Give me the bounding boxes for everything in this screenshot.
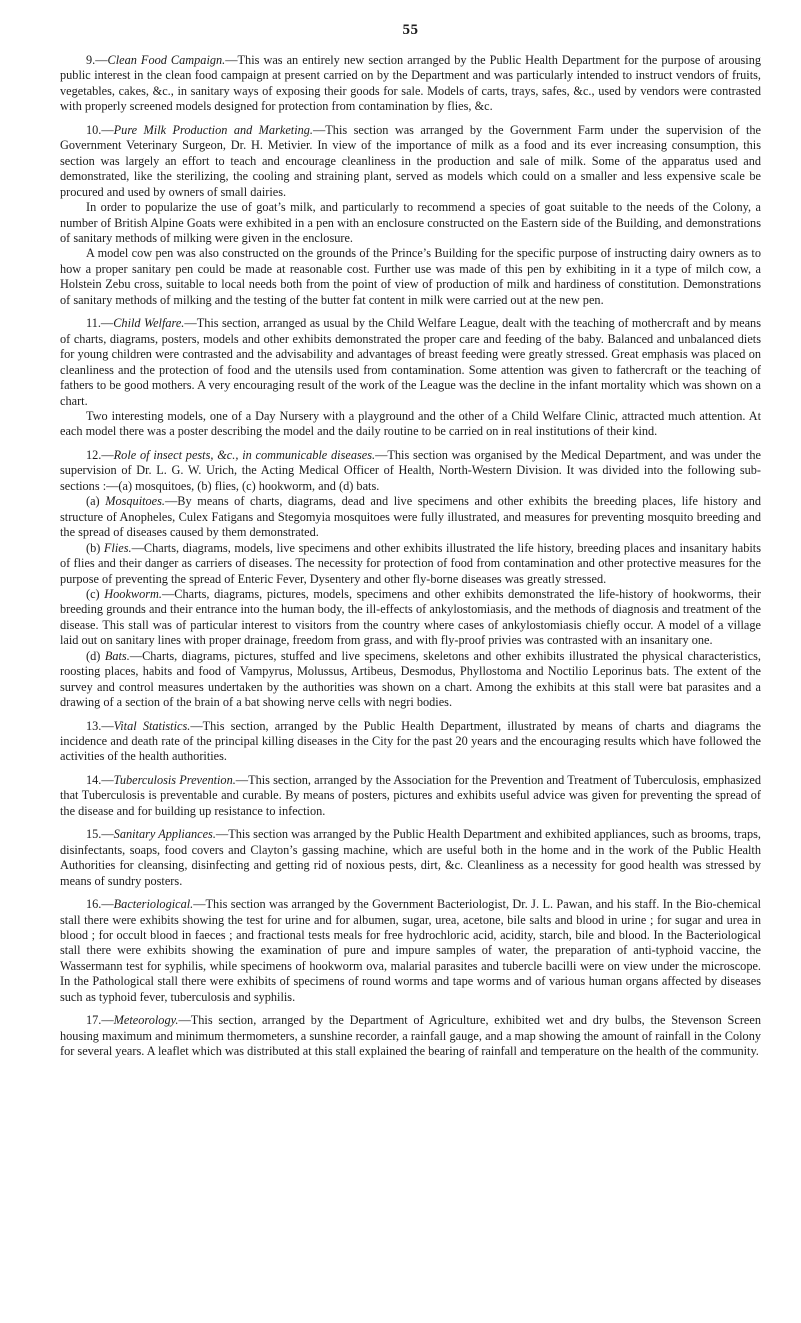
section-number: (b) (86, 540, 101, 555)
paragraph (60, 409, 761, 440)
section-heading: Bacteriological. (113, 897, 194, 912)
paragraph-text: —This section was arranged by the Government Bacteriologist, Dr. J. L. Pawan, and his staff. In the Bio-chemical stall there were exhibits showing the test for urine and for albumen, sugar, urea, acetone, bile salts and blood in urine ; for sugar and urea in blood ; for occult blood in faeces ; and fractional tests meals for free hydrochloric acid, acidity, starch, bile and blood. In the Bacteriological stall there were exhibits showing the examination of pure and impure samples of water, the preparation of anti-typhoid vaccine, the Wassermann test for syphilis, while specimens of hookworm ova, malarial parasites and tubercle bacilli were on view under the microscope. In the Pathological stall there were exhibits of specimens of round worms and tape worms and of various human organs affected by diseases such as typhoid fever, tuberculosis and syphilis. (60, 897, 761, 1004)
section-number: 16.— (86, 897, 114, 912)
paragraph-text: —This section, arranged by the Public Health Department, illustrated by means of charts and diagrams the incidence and death rate of the principal killing diseases in the City for the past 20 years and the encouraging results which have followed the activities of the health authorities. (60, 718, 761, 764)
section-heading: Child Welfare. (113, 316, 185, 331)
report-section (60, 448, 761, 711)
paragraph (60, 316, 761, 409)
paragraph-text: —This section was arranged by the Government Farm under the supervision of the Government Veterinary Surgeon, Dr. H. Metivier. In view of the importance of milk as a food and its ever increasing consumption, this section was largely an effort to teach and encourage cleanliness in the production and sale of milk. Some of the apparatus used and demonstrated, like the sterilizing, the cooling and straining plant, served as models which could on a smaller and less expensive scale be procured and used by owners of small dairies. (60, 122, 761, 199)
paragraph-text: —Charts, diagrams, pictures, stuffed and live specimens, skeletons and other exhibits illustrated the physical characteristics, roosting places, habits and food of Vampyrus, Molussus, Artibeus, Desmodus, Phyllostoma and Noctilio Leporinus bats. The extent of the survey and control measures undertaken by the authorities was shown on a chart. Among the exhibits at this stall were bat parasites and a drawing of a section of the brain of a bat showing nerve cells with negri bodies. (60, 648, 761, 710)
report-section (60, 53, 761, 115)
paragraph (60, 897, 761, 1005)
section-number: 11.— (86, 316, 114, 331)
section-number: 12.— (86, 447, 114, 462)
paragraph-text: —Charts, diagrams, pictures, models, specimens and other exhibits demonstrated the life-history of hookworms, their breeding grounds and their entrance into the human body, the ill-effects of ankylostomiasis, and the methods of diagnosis and treatment of the disease. This stall was of particular interest to visitors from the country where cases of ankylostomiasis chiefly occur. A model of a village laid out on sanitary lines with proper drainage, freedom from grass, and with fly-proof privies was contrasted with an insanitary one. (60, 586, 762, 648)
section-number: 10.— (86, 122, 114, 137)
paragraph (60, 827, 761, 889)
paragraph-text: —Charts, diagrams, models, live specimens and other exhibits illustrated the life history, breeding places and insanitary habits of flies and their danger as carriers of diseases. The necessity for protection of food from contamination and other protective measures for the purpose of preventing the spread of Enteric Fever, Dysentery and other fly-borne diseases was greatly stressed. (60, 540, 761, 586)
paragraph (60, 773, 761, 819)
paragraph-text: —This was an entirely new section arranged by the Public Health Department for the purpose of arousing public interest in the clean food campaign at present carried on by the Department and was particularly intended to instruct vendors of fruits, vegetables, cakes, &c., in sanitary ways of exposing their goods for sale. Models of carts, trays, safes, &c., used by vendors were contrasted with properly screened models designed for protection from contamination by flies, &c. (60, 53, 761, 114)
paragraph-text: —This section, arranged by the Association for the Prevention and Treatment of Tuberculosis, emphasized that Tuberculosis is preventable and curable. By means of posters, pictures and exhibits useful advice was given for preventing the spread of the disease and for building up resistance to infection. (60, 772, 762, 818)
paragraph-text: In order to popularize the use of goat’s milk, and particularly to recommend a species of goat suitable to the needs of the Colony, a number of British Alpine Goats were exhibited in a pen with an enclosure constructed on the Eastern side of the Building, and demonstrations of sanitary methods of milking were given in the enclosure. (60, 200, 761, 245)
report-section (60, 897, 761, 1005)
section-heading: Bats. (104, 648, 130, 663)
section-heading: Role of insect pests, &c., in communicable diseases. (113, 447, 376, 462)
section-number: (d) (86, 648, 101, 663)
section-heading: Hookworm. (104, 586, 162, 601)
section-heading: Clean Food Campaign. (107, 53, 226, 67)
section-number: 9.— (86, 53, 108, 67)
section-number: 15.— (86, 827, 114, 842)
paragraph (60, 246, 761, 308)
section-number: 13.— (86, 718, 114, 733)
paragraph-text: —By means of charts, diagrams, dead and live specimens and other exhibits the breeding places, life history and structure of Anopheles, Culex Fatigans and Stegomyia mosquitoes were fully illustrated, and measures for preventing mosquito breeding and the spread of diseases caused by them demonstrated. (60, 494, 761, 540)
paragraph (60, 719, 761, 765)
paragraph-text: —This section was arranged by the Public Health Department and exhibited appliances, such as brooms, traps, disinfectants, soaps, food covers and Clayton’s gassing machine, which are useful both in the home and in the work of the Public Health Authorities for cleansing, disinfecting and getting rid of noxious pests, dirt, &c. Cleanliness as a necessity for good health was stressed by means of sundry posters. (60, 827, 761, 888)
section-number: (a) (86, 494, 100, 509)
paragraph (60, 587, 761, 649)
report-section (60, 123, 761, 308)
paragraph-text: —This section, arranged by the Department of Agriculture, exhibited wet and dry bulbs, the Stevenson Screen housing maximum and minimum thermometers, a sunshine recorder, a rainfall gauge, and a map showing the amount of rainfall in the Colony for several years. A leaflet which was distributed at this stall explained the bearing of rainfall and temperature on the health of the community. (60, 1013, 761, 1059)
paragraph (60, 649, 761, 711)
section-number: (c) (86, 586, 100, 601)
report-section (60, 719, 761, 765)
paragraph (60, 541, 761, 587)
section-heading: Mosquitoes. (105, 494, 165, 509)
section-heading: Sanitary Appliances. (113, 827, 216, 842)
paragraph-text: Two interesting models, one of a Day Nursery with a playground and the other of a Child Welfare Clinic, attracted much attention. At each model there was a poster describing the model and the daily routine to be carried on in real institutions of their kind. (60, 408, 761, 439)
section-heading: Tuberculosis Prevention. (113, 772, 236, 787)
report-section (60, 1013, 761, 1059)
paragraph (60, 200, 761, 246)
report-section (60, 827, 761, 889)
section-number: 17.— (86, 1013, 114, 1028)
paragraph (60, 123, 761, 200)
paragraph (60, 53, 761, 115)
paragraph-text: A model cow pen was also constructed on the grounds of the Prince’s Building for the specific purpose of instructing dairy owners as to how a proper sanitary pen could be made at reasonable cost. Further use was made of this pen by exhibiting in it a type of milch cow, a Holstein Zebu cross, suitable to local needs both from the point of view of production of milk and hardiness of constitution. Demonstrations of sanitary methods of milking and the testing of the butter fat content in milk were carried out at the new pen. (60, 246, 761, 307)
report-body (60, 53, 761, 1060)
paragraph (60, 494, 761, 540)
section-heading: Meteorology. (113, 1013, 179, 1028)
page-number: 55 (402, 22, 419, 38)
section-number: 14.— (86, 772, 114, 787)
section-heading: Pure Milk Production and Marketing. (113, 122, 313, 137)
paragraph-text: —This section was organised by the Medical Department, and was under the supervision of Dr. L. G. W. Urich, the Acting Medical Officer of Health, North-Western Division. It was divided into the following sub-sections :—(a) mosquitoes, (b) flies, (c) hookworm, and (d) bats. (60, 447, 761, 493)
report-section (60, 773, 761, 819)
section-heading: Vital Statistics. (113, 718, 191, 733)
paragraph (60, 448, 761, 494)
report-section (60, 316, 761, 440)
section-heading: Flies. (103, 540, 132, 555)
paragraph (60, 1013, 761, 1059)
paragraph-text: —This section, arranged as usual by the Child Welfare League, dealt with the teaching of mothercraft and by means of charts, diagrams, posters, models and other exhibits demonstrated the proper care and feeding of the baby. Balanced and unbalanced diets for young children were contrasted and the advisability and advantages of breast feeding were greatly stressed. Great emphasis was placed on cleanliness and the protection of food and the utensils used from contamination. Some attention was given to fathercraft or the teaching of fathers to be good mothers. A very encouraging result of the work of the League was the decline in the infant mortality which was shown on a chart. (60, 316, 761, 408)
